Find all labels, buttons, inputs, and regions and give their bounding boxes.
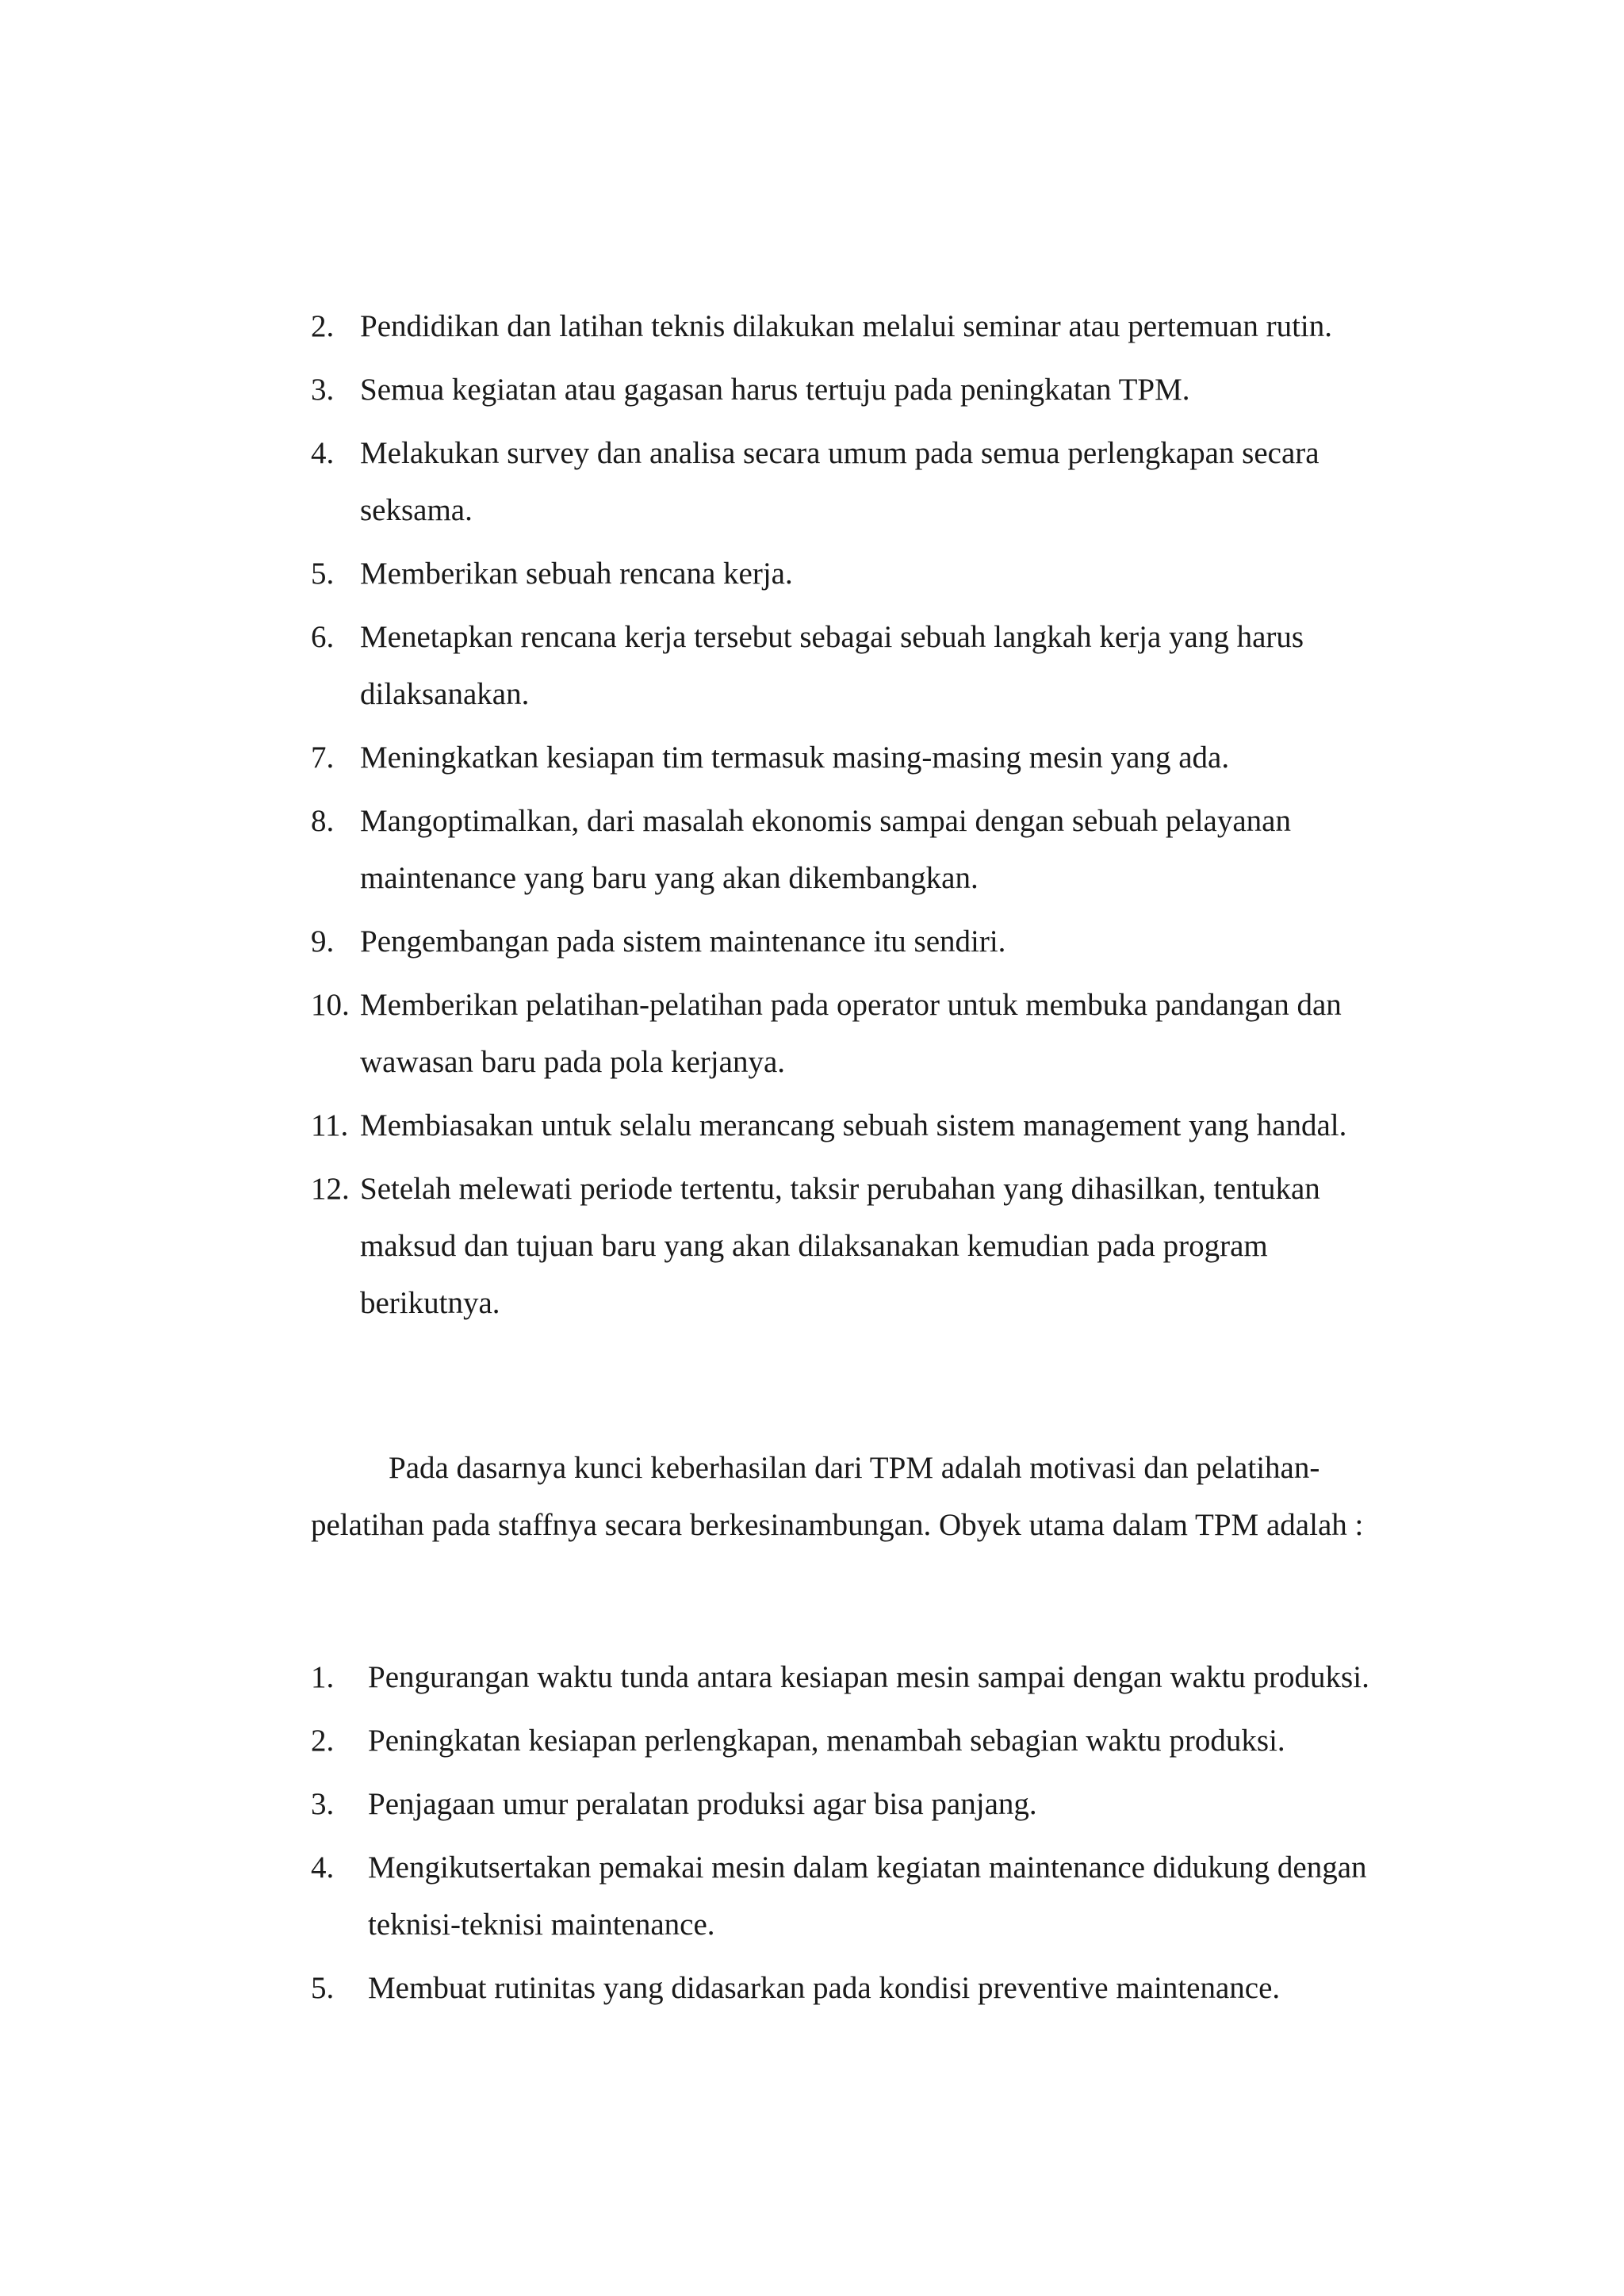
list-item: [311, 1161, 1405, 1332]
item-number: 2.: [311, 309, 335, 343]
item-text: Menetapkan rencana kerja tersebut sebagai sebuah langkah kerja yang harus dilaksanakan.: [360, 620, 1304, 711]
list-item: [311, 545, 1405, 603]
body-paragraph: Pada dasarnya kunci keberhasilan dari TPM adalah motivasi dan pelatihan-pelatihan pada staffnya secara berkesinambungan. Obyek utama dalam TPM adalah :: [311, 1451, 1364, 1542]
list-item: [311, 1776, 1405, 1833]
tpm-steps-list: [311, 298, 1405, 1338]
item-number: 6.: [311, 620, 335, 654]
list-item: [311, 913, 1405, 970]
item-text: Pengurangan waktu tunda antara kesiapan mesin sampai dengan waktu produksi.: [368, 1660, 1369, 1694]
item-number: 9.: [311, 924, 335, 959]
list-item: [311, 977, 1405, 1091]
item-text: Mangoptimalkan, dari masalah ekonomis sampai dengan sebuah pelayanan maintenance yang baru yang akan dikembangkan.: [360, 804, 1291, 895]
item-number: 3.: [311, 1787, 335, 1821]
item-text: Memberikan sebuah rencana kerja.: [360, 557, 793, 591]
item-text: Semua kegiatan atau gagasan harus tertuju pada peningkatan TPM.: [360, 373, 1190, 407]
item-text: Melakukan survey dan analisa secara umum pada semua perlengkapan secara seksama.: [360, 436, 1320, 527]
item-number: 1.: [311, 1660, 335, 1694]
item-text: Meningkatkan kesiapan tim termasuk masing-masing mesin yang ada.: [360, 740, 1230, 775]
list-item: [311, 729, 1405, 786]
item-number: 4.: [311, 1850, 335, 1885]
list-item: [311, 362, 1405, 419]
list-item: [311, 425, 1405, 539]
list-item: [311, 609, 1405, 723]
item-number: 2.: [311, 1724, 335, 1758]
item-text: Memberikan pelatihan-pelatihan pada operator untuk membuka pandangan dan wawasan baru pada pola kerjanya.: [360, 988, 1342, 1079]
item-text: Mengikutsertakan pemakai mesin dalam kegiatan maintenance didukung dengan teknisi-teknisi maintenance.: [368, 1850, 1367, 1942]
list-item: [311, 1649, 1405, 1706]
tpm-objectives-list: [311, 1649, 1405, 2023]
item-number: 5.: [311, 1971, 335, 2005]
item-number: 10.: [311, 988, 350, 1022]
item-number: 5.: [311, 557, 335, 591]
list-item: [311, 1839, 1405, 1954]
list-item: [311, 793, 1405, 907]
item-text: Setelah melewati periode tertentu, taksir perubahan yang dihasilkan, tentukan maksud dan tujuan baru yang akan dilaksanakan kemudian pada program berikutnya.: [360, 1172, 1320, 1320]
list-item: [311, 298, 1405, 355]
item-number: 3.: [311, 373, 335, 407]
item-number: 7.: [311, 740, 335, 775]
list-item: [311, 1097, 1405, 1154]
item-number: 11.: [311, 1108, 349, 1142]
item-number: 12.: [311, 1172, 350, 1206]
item-text: Pengembangan pada sistem maintenance itu sendiri.: [360, 924, 1006, 959]
item-text: Membuat rutinitas yang didasarkan pada kondisi preventive maintenance.: [368, 1971, 1281, 2005]
item-text: Membiasakan untuk selalu merancang sebuah sistem management yang handal.: [360, 1108, 1347, 1142]
item-text: Peningkatan kesiapan perlengkapan, menambah sebagian waktu produksi.: [368, 1724, 1285, 1758]
list-item: [311, 1712, 1405, 1770]
item-number: 4.: [311, 436, 335, 470]
item-text: Penjagaan umur peralatan produksi agar bisa panjang.: [368, 1787, 1037, 1821]
list-item: [311, 1960, 1405, 2017]
item-text: Pendidikan dan latihan teknis dilakukan melalui seminar atau pertemuan rutin.: [360, 309, 1332, 343]
item-number: 8.: [311, 804, 335, 838]
